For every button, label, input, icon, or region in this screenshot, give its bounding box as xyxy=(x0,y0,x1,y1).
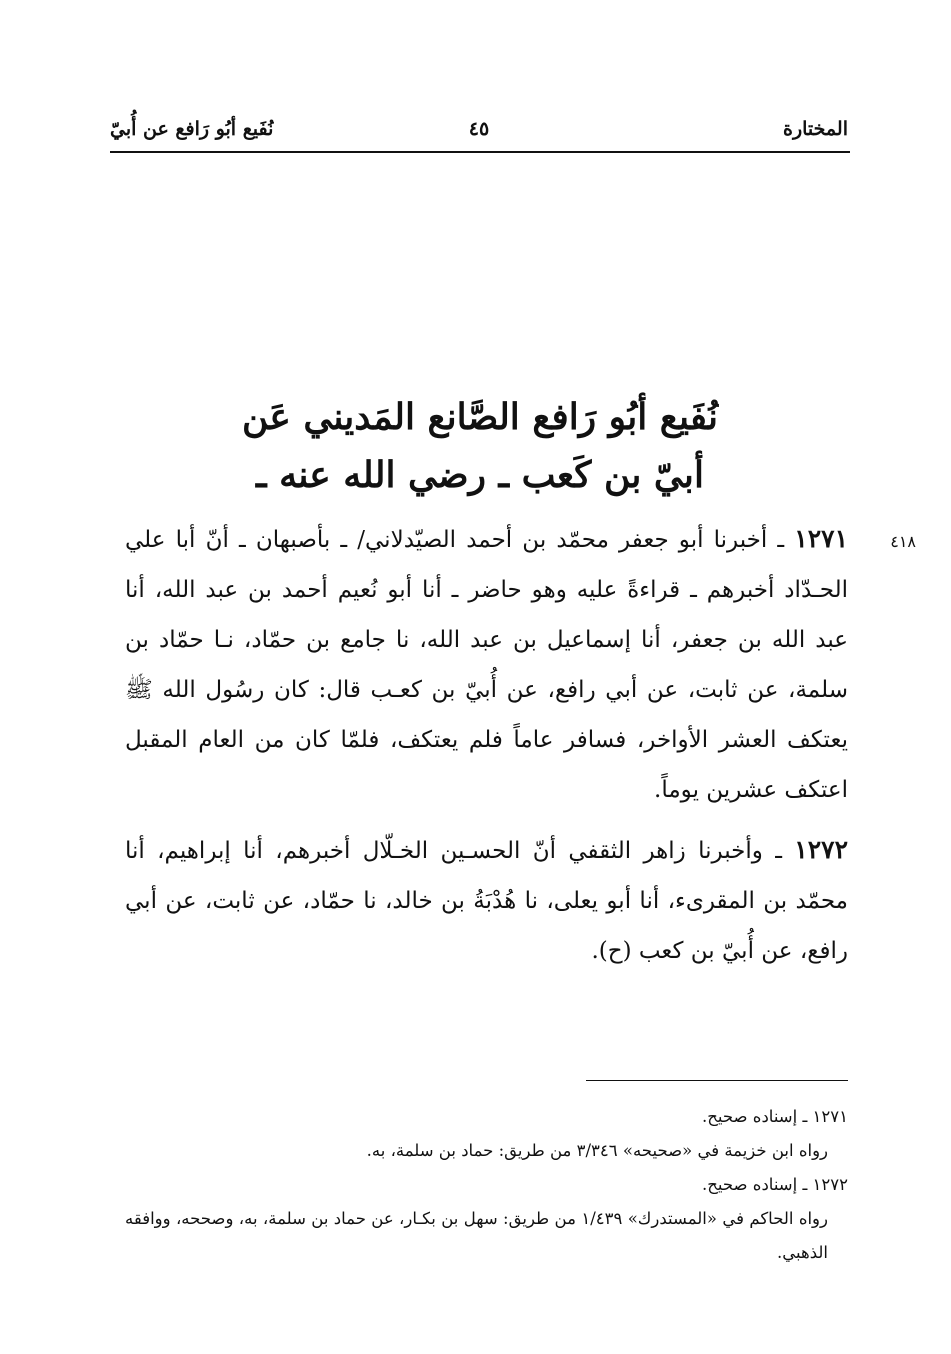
hadith-paragraph xyxy=(125,514,848,815)
section-title-line-1: نُفَيع أبُو رَافع الصَّانع المَديني عَن xyxy=(241,396,719,438)
page-number: ٤٥ xyxy=(468,118,490,140)
section-title-line-2: أبيّ بن كَعب ـ رضي الله عنه ـ xyxy=(256,454,704,496)
hadith-text: ـ أخبرنا أبو جعفر محمّد بن أحمد الصيّدلاني/ ـ بأصبهان ـ أنّ أبا علي الحـدّاد أخبرهم ـ قراءةً عليه وهو حاضر ـ أنا أبو نُعيم أحمد بن عبد الله، أنا عبد الله بن جعفر، أنا إسماعيل بن عبد الله، نا جامع بن حمّاد، نـا حمّاد بن سلمة، عن ثابت، عن أبي رافع، عن أُبيّ بن كعـب قال: كان رسُول الله ﷺ يعتكف العشر الأواخر، فسافر عاماً فلم يعتكف، فلمّا كان من العام المقبل اعتكف عشرين يوماً. xyxy=(125,527,848,803)
hadith-text: ـ وأخبرنا زاهر الثقفي أنّ الحسـين الخـلّال أخبرهم، أنا إبراهيم، أنا محمّد بن المقرىء، أنا أبو يعلى، نا هُدْبَةُ بن خالد، نا حمّاد، عن ثابت، عن أبي رافع، عن أُبيّ بن كعب (ح). xyxy=(125,838,848,964)
main-text xyxy=(125,514,848,986)
header-rule xyxy=(110,151,850,153)
header-chapter-title: نُفَيع أبُو رَافع عن أُبيّ xyxy=(110,118,274,140)
hadith-number: ١٢٧١ xyxy=(794,524,848,553)
footnote-text: رواه الحاكم في «المستدرك» ١/٤٣٩ من طريق: سهل بن بكـار، عن حماد بن سلمة، به، وصححه، ووافقه الذهبي. xyxy=(125,1209,828,1262)
footnote-heading: ١٢٧٢ ـ إسناده صحيح. xyxy=(702,1175,848,1194)
footnote-rule xyxy=(586,1080,848,1081)
footnotes xyxy=(125,1100,848,1270)
section-title xyxy=(140,388,820,504)
margin-reference-number: ٤١٨ xyxy=(890,532,916,551)
footnote-heading: ١٢٧١ ـ إسناده صحيح. xyxy=(702,1107,848,1126)
running-header xyxy=(110,112,848,148)
hadith-paragraph xyxy=(125,825,848,976)
header-book-title: المختارة xyxy=(783,118,848,140)
hadith-number: ١٢٧٢ xyxy=(794,835,848,864)
footnote-text: رواه ابن خزيمة في «صحيحه» ٣/٣٤٦ من طريق: حماد بن سلمة، به. xyxy=(366,1141,828,1160)
